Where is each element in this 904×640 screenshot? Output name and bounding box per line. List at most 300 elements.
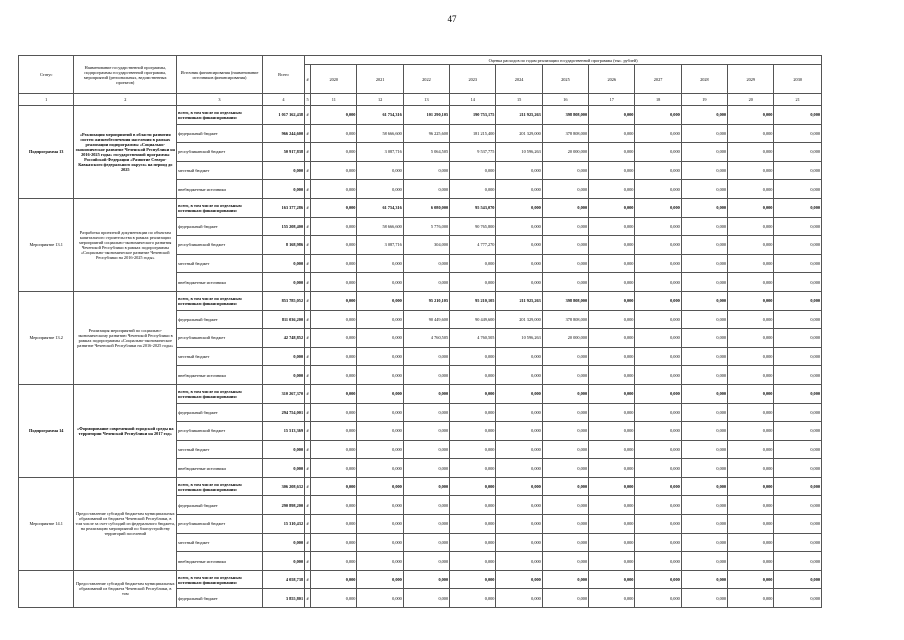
year-value: 0,000: [450, 161, 496, 180]
funding-source: всего, в том числе по отдельным источникам финансирования:: [177, 384, 263, 403]
year-value: 0,000: [635, 347, 681, 366]
year-value: 0,000: [589, 496, 635, 515]
year-value: 0,000: [681, 570, 727, 589]
row-name: Предоставление субсидий бюджетам муниципальных образований из бюджета Чеченской Республики, в том: [74, 570, 177, 607]
funding-source: внебюджетные источники: [177, 180, 263, 199]
year-value: 0,000: [635, 236, 681, 255]
year-value: 0,000: [542, 217, 588, 236]
funding-source: местный бюджет: [177, 161, 263, 180]
total-value: 310 267,370: [262, 384, 304, 403]
hash-cell: #: [305, 180, 311, 199]
year-value: 0,000: [311, 515, 357, 534]
year-value: 0,000: [728, 459, 774, 478]
year-value: 0,000: [589, 515, 635, 534]
year-value: 0,000: [496, 459, 542, 478]
year-value: 0,000: [774, 198, 822, 217]
hash-cell: #: [305, 217, 311, 236]
hash-cell: #: [305, 236, 311, 255]
funding-source: местный бюджет: [177, 440, 263, 459]
year-value: 0,000: [403, 496, 449, 515]
column-index: 14: [450, 94, 496, 106]
hash-cell: #: [305, 106, 311, 125]
funding-source: республиканский бюджет: [177, 143, 263, 162]
year-value: 0,000: [635, 515, 681, 534]
year-value: 0,000: [542, 570, 588, 589]
header-total: Всего: [262, 56, 304, 94]
year-value: 0,000: [311, 106, 357, 125]
year-value: 0,000: [681, 329, 727, 348]
year-value: 0,000: [589, 291, 635, 310]
year-value: 0,000: [635, 459, 681, 478]
header-year: 2029: [728, 65, 774, 94]
column-index: 15: [496, 94, 542, 106]
year-value: 0,000: [357, 589, 403, 608]
year-value: 0,000: [728, 180, 774, 199]
year-value: 0,000: [728, 403, 774, 422]
year-value: 0,000: [774, 291, 822, 310]
column-index: 18: [635, 94, 681, 106]
year-value: 10 596,263: [496, 143, 542, 162]
row-status: Мероприятие 13.2: [19, 291, 74, 384]
year-value: 0,000: [589, 124, 635, 143]
year-value: 0,000: [774, 106, 822, 125]
year-value: 0,000: [357, 422, 403, 441]
funding-source: всего, в том числе по отдельным источникам финансирования:: [177, 291, 263, 310]
year-value: 90 765,800: [450, 217, 496, 236]
total-value: 294 754,001: [262, 403, 304, 422]
year-value: 0,000: [357, 273, 403, 292]
funding-source: всего, в том числе по отдельным источникам финансирования:: [177, 198, 263, 217]
year-value: 0,000: [311, 273, 357, 292]
year-value: 0,000: [681, 254, 727, 273]
year-value: 0,000: [357, 459, 403, 478]
year-value: 0,000: [774, 496, 822, 515]
year-value: 5 064,505: [403, 143, 449, 162]
year-value: 0,000: [403, 384, 449, 403]
year-value: 0,000: [774, 273, 822, 292]
total-value: 0,000: [262, 552, 304, 571]
funding-source: республиканский бюджет: [177, 329, 263, 348]
row-name: «Формирование современной городской среды на территории Чеченской Республики на 2017 год»: [74, 384, 177, 477]
year-value: 0,000: [728, 124, 774, 143]
year-value: 0,000: [635, 552, 681, 571]
total-value: 0,000: [262, 254, 304, 273]
column-index: 2: [74, 94, 177, 106]
year-value: 10 596,263: [496, 329, 542, 348]
header-year: 2025: [542, 65, 588, 94]
column-index: 3: [177, 94, 263, 106]
funding-source: внебюджетные источники: [177, 459, 263, 478]
year-value: 0,000: [403, 161, 449, 180]
header-year: 2022: [403, 65, 449, 94]
year-value: 0,000: [450, 589, 496, 608]
year-value: 0,000: [403, 254, 449, 273]
column-index: 1: [19, 94, 74, 106]
year-value: 0,000: [542, 198, 588, 217]
year-value: 0,000: [728, 254, 774, 273]
column-index: 17: [589, 94, 635, 106]
column-index: 4: [262, 94, 304, 106]
column-index: 20: [728, 94, 774, 106]
year-value: 95 210,105: [403, 291, 449, 310]
year-value: 0,000: [450, 477, 496, 496]
year-value: 0,000: [728, 589, 774, 608]
year-value: 0,000: [681, 106, 727, 125]
year-value: 20 000,000: [542, 329, 588, 348]
year-value: 0,000: [728, 198, 774, 217]
year-value: 0,000: [357, 403, 403, 422]
year-value: 0,000: [311, 533, 357, 552]
year-value: 0,000: [589, 329, 635, 348]
year-value: 0,000: [681, 589, 727, 608]
year-value: 0,000: [589, 236, 635, 255]
row-status: Мероприятие 13.1: [19, 198, 74, 291]
year-value: 0,000: [635, 589, 681, 608]
year-value: 0,000: [589, 477, 635, 496]
year-value: 0,000: [311, 552, 357, 571]
year-value: 0,000: [357, 515, 403, 534]
year-value: 0,000: [357, 552, 403, 571]
year-value: 0,000: [403, 533, 449, 552]
total-value: 50 917,838: [262, 143, 304, 162]
year-value: 0,000: [496, 496, 542, 515]
funding-source: республиканский бюджет: [177, 422, 263, 441]
table-row: [19, 291, 822, 310]
year-value: 0,000: [774, 366, 822, 385]
hash-cell: #: [305, 515, 311, 534]
year-value: 0,000: [311, 589, 357, 608]
year-value: 0,000: [774, 384, 822, 403]
hash-cell: #: [305, 459, 311, 478]
year-value: 0,000: [357, 570, 403, 589]
year-value: 0,000: [681, 273, 727, 292]
hash-cell: #: [305, 273, 311, 292]
column-index: 11: [311, 94, 357, 106]
year-value: 0,000: [635, 254, 681, 273]
year-value: 0,000: [450, 496, 496, 515]
year-value: 0,000: [728, 143, 774, 162]
year-value: 0,000: [728, 384, 774, 403]
year-value: 0,000: [774, 143, 822, 162]
year-value: 0,000: [542, 589, 588, 608]
year-value: 0,000: [728, 552, 774, 571]
year-value: 0,000: [496, 254, 542, 273]
year-value: 201 329,000: [496, 124, 542, 143]
funding-source: федеральный бюджет: [177, 496, 263, 515]
year-value: 90 449,600: [403, 310, 449, 329]
year-value: 0,000: [681, 403, 727, 422]
year-value: 0,000: [403, 515, 449, 534]
year-value: 0,000: [496, 440, 542, 459]
year-value: 58 666,600: [357, 217, 403, 236]
column-index: 12: [357, 94, 403, 106]
hash-cell: #: [305, 570, 311, 589]
funding-source: федеральный бюджет: [177, 310, 263, 329]
year-value: 0,000: [311, 459, 357, 478]
year-value: 0,000: [635, 496, 681, 515]
year-value: 0,000: [681, 552, 727, 571]
year-value: 95 543,070: [450, 198, 496, 217]
year-value: 0,000: [450, 459, 496, 478]
row-status: [19, 570, 74, 607]
year-value: 0,000: [589, 552, 635, 571]
year-value: 0,000: [450, 440, 496, 459]
year-value: 0,000: [311, 124, 357, 143]
hash-cell: #: [305, 161, 311, 180]
total-value: 811 036,200: [262, 310, 304, 329]
column-index: 5: [305, 94, 311, 106]
year-value: 0,000: [635, 310, 681, 329]
year-value: 0,000: [589, 310, 635, 329]
year-value: 0,000: [681, 422, 727, 441]
year-value: 0,000: [635, 477, 681, 496]
year-value: 0,000: [635, 570, 681, 589]
year-value: 0,000: [311, 254, 357, 273]
year-value: 0,000: [681, 310, 727, 329]
year-value: 0,000: [681, 347, 727, 366]
year-value: 0,000: [774, 440, 822, 459]
year-value: 0,000: [311, 143, 357, 162]
hash-cell: #: [305, 552, 311, 571]
year-value: 0,000: [542, 515, 588, 534]
year-value: 0,000: [357, 533, 403, 552]
year-value: 0,000: [450, 422, 496, 441]
year-value: 0,000: [589, 180, 635, 199]
row-name: Разработка проектной документации по объектам капитального строительства в рамках реализации мероприятий социально-экономического развития Чеченской Республики в рамках подпрограммы «Социально-экономическое развитие Чеченской Республики на 2016-2025 годы»: [74, 198, 177, 291]
year-value: 0,000: [496, 236, 542, 255]
year-value: 0,000: [403, 180, 449, 199]
year-value: 0,000: [311, 366, 357, 385]
year-value: 0,000: [311, 403, 357, 422]
year-value: 0,000: [311, 161, 357, 180]
year-value: 0,000: [311, 217, 357, 236]
year-value: 0,000: [496, 552, 542, 571]
year-value: 0,000: [311, 198, 357, 217]
year-value: 0,000: [774, 254, 822, 273]
hash-cell: #: [305, 291, 311, 310]
year-value: 0,000: [681, 291, 727, 310]
year-value: 0,000: [774, 236, 822, 255]
year-value: 0,000: [496, 273, 542, 292]
year-value: 4 760,505: [450, 329, 496, 348]
year-value: 0,000: [728, 570, 774, 589]
year-value: 0,000: [681, 477, 727, 496]
total-value: 0,000: [262, 459, 304, 478]
budget-table: [18, 55, 822, 608]
year-value: 0,000: [450, 273, 496, 292]
year-value: 211 925,263: [496, 106, 542, 125]
funding-source: республиканский бюджет: [177, 236, 263, 255]
page-number: 47: [447, 14, 457, 24]
row-name: Предоставление субсидий бюджетам муниципальных образований из бюджета Чеченской Республики, в том числе за счет субсидий из федерального бюджета, на реализацию мероприятий по благоустройству территорий поселений: [74, 477, 177, 570]
year-value: 0,000: [542, 236, 588, 255]
hash-cell: #: [305, 589, 311, 608]
total-value: 163 377,286: [262, 198, 304, 217]
year-value: 0,000: [589, 273, 635, 292]
total-value: 15 513,369: [262, 422, 304, 441]
header-source: Источник финансирования (наименование источников финансирования): [177, 56, 263, 94]
year-value: 0,000: [589, 384, 635, 403]
total-value: 0,000: [262, 161, 304, 180]
year-value: 0,000: [774, 570, 822, 589]
year-value: 0,000: [357, 161, 403, 180]
row-name: «Реализация мероприятий в области развития систем жизнеобеспечения населения в рамках реализации подпрограммы «Социально-экономическое развитие Чеченской Республики на 2016-2025 годы» государственной программы Российской Федерации «Развитие Северо-Кавказского федерального округа» на период до 2025: [74, 106, 177, 199]
hash-cell: #: [305, 366, 311, 385]
year-value: 0,000: [681, 496, 727, 515]
year-value: 0,000: [681, 124, 727, 143]
year-value: 0,000: [357, 496, 403, 515]
year-value: 0,000: [589, 440, 635, 459]
year-value: 0,000: [542, 254, 588, 273]
year-value: 0,000: [774, 552, 822, 571]
year-value: 0,000: [496, 515, 542, 534]
year-value: 0,000: [635, 198, 681, 217]
total-value: 0,000: [262, 273, 304, 292]
total-value: 0,000: [262, 347, 304, 366]
year-value: 0,000: [635, 143, 681, 162]
year-value: 0,000: [728, 496, 774, 515]
year-value: 0,000: [403, 273, 449, 292]
year-value: 181 215,400: [450, 124, 496, 143]
year-value: 0,000: [542, 459, 588, 478]
year-value: 0,000: [589, 347, 635, 366]
hash-cell: #: [305, 124, 311, 143]
row-name: Реализация мероприятий по социально-экономическому развитию Чеченской Республики в рамках подпрограммы «Социально-экономическое развитие Чеченской Республики на 2016-2025 годы»: [74, 291, 177, 384]
year-value: 0,000: [589, 422, 635, 441]
table-row: [19, 384, 822, 403]
funding-source: местный бюджет: [177, 533, 263, 552]
year-value: 0,000: [589, 589, 635, 608]
year-value: 0,000: [403, 403, 449, 422]
funding-source: федеральный бюджет: [177, 217, 263, 236]
year-value: 0,000: [728, 310, 774, 329]
year-value: 0,000: [450, 366, 496, 385]
year-value: 0,000: [635, 291, 681, 310]
total-value: 0,000: [262, 180, 304, 199]
header-year: 2027: [635, 65, 681, 94]
column-index: 19: [681, 94, 727, 106]
total-value: 0,000: [262, 366, 304, 385]
year-value: 0,000: [589, 403, 635, 422]
year-value: 0,000: [681, 533, 727, 552]
year-value: 0,000: [542, 496, 588, 515]
funding-source: внебюджетные источники: [177, 366, 263, 385]
header-year: 2024: [496, 65, 542, 94]
year-value: 0,000: [496, 403, 542, 422]
year-value: 95 210,105: [450, 291, 496, 310]
year-value: 0,000: [357, 254, 403, 273]
year-value: 0,000: [774, 515, 822, 534]
year-value: 190 753,175: [450, 106, 496, 125]
year-value: 3 087,716: [357, 143, 403, 162]
year-value: 0,000: [589, 254, 635, 273]
year-value: 0,000: [589, 143, 635, 162]
total-value: 155 208,400: [262, 217, 304, 236]
year-value: 0,000: [542, 366, 588, 385]
funding-source: внебюджетные источники: [177, 273, 263, 292]
year-value: 0,000: [774, 124, 822, 143]
total-value: 0,000: [262, 440, 304, 459]
year-value: 0,000: [311, 422, 357, 441]
year-value: 0,000: [357, 384, 403, 403]
year-value: 0,000: [774, 589, 822, 608]
year-value: 0,000: [589, 570, 635, 589]
year-value: 101 290,105: [403, 106, 449, 125]
year-value: 0,000: [589, 366, 635, 385]
total-value: 42 748,852: [262, 329, 304, 348]
year-value: 0,000: [774, 180, 822, 199]
year-value: 0,000: [681, 198, 727, 217]
year-value: 0,000: [635, 106, 681, 125]
year-value: 0,000: [681, 180, 727, 199]
year-value: 0,000: [681, 161, 727, 180]
hash-cell: #: [305, 422, 311, 441]
year-value: 0,000: [681, 459, 727, 478]
hash-cell: #: [305, 310, 311, 329]
table-row: [19, 477, 822, 496]
year-value: 0,000: [311, 291, 357, 310]
year-value: 0,000: [542, 552, 588, 571]
year-value: 0,000: [774, 217, 822, 236]
column-index: 21: [774, 94, 822, 106]
year-value: 0,000: [450, 533, 496, 552]
hash-cell: #: [305, 496, 311, 515]
year-value: 4 777,270: [450, 236, 496, 255]
funding-source: всего, в том числе по отдельным источникам финансирования:: [177, 570, 263, 589]
year-value: 0,000: [774, 347, 822, 366]
year-value: 0,000: [542, 477, 588, 496]
year-value: 0,000: [311, 329, 357, 348]
year-value: 0,000: [311, 440, 357, 459]
year-value: 0,000: [728, 236, 774, 255]
year-value: 0,000: [774, 459, 822, 478]
year-value: 304,000: [403, 236, 449, 255]
year-value: 0,000: [728, 422, 774, 441]
total-value: 290 898,200: [262, 496, 304, 515]
year-value: 90 449,600: [450, 310, 496, 329]
year-value: 0,000: [681, 217, 727, 236]
hash-cell: #: [305, 329, 311, 348]
total-value: 306 208,632: [262, 477, 304, 496]
year-value: 398 808,000: [542, 106, 588, 125]
header-year: 2023: [450, 65, 496, 94]
year-value: 0,000: [542, 161, 588, 180]
year-value: 61 754,316: [357, 106, 403, 125]
year-value: 0,000: [542, 384, 588, 403]
year-value: 0,000: [635, 329, 681, 348]
year-value: 20 000,000: [542, 143, 588, 162]
year-value: 0,000: [728, 515, 774, 534]
year-value: 4 760,505: [403, 329, 449, 348]
year-value: 61 754,316: [357, 198, 403, 217]
year-value: 6 080,000: [403, 198, 449, 217]
header-year: 2021: [357, 65, 403, 94]
year-value: 0,000: [311, 236, 357, 255]
year-value: 0,000: [357, 310, 403, 329]
year-value: 0,000: [403, 347, 449, 366]
funding-source: местный бюджет: [177, 254, 263, 273]
year-value: 0,000: [728, 366, 774, 385]
year-value: 0,000: [496, 570, 542, 589]
total-value: 3 855,801: [262, 589, 304, 608]
year-value: 0,000: [357, 366, 403, 385]
year-value: 0,000: [403, 366, 449, 385]
year-value: 398 808,000: [542, 291, 588, 310]
year-value: 0,000: [542, 180, 588, 199]
year-value: 0,000: [450, 254, 496, 273]
total-value: 853 785,052: [262, 291, 304, 310]
year-value: 0,000: [450, 552, 496, 571]
